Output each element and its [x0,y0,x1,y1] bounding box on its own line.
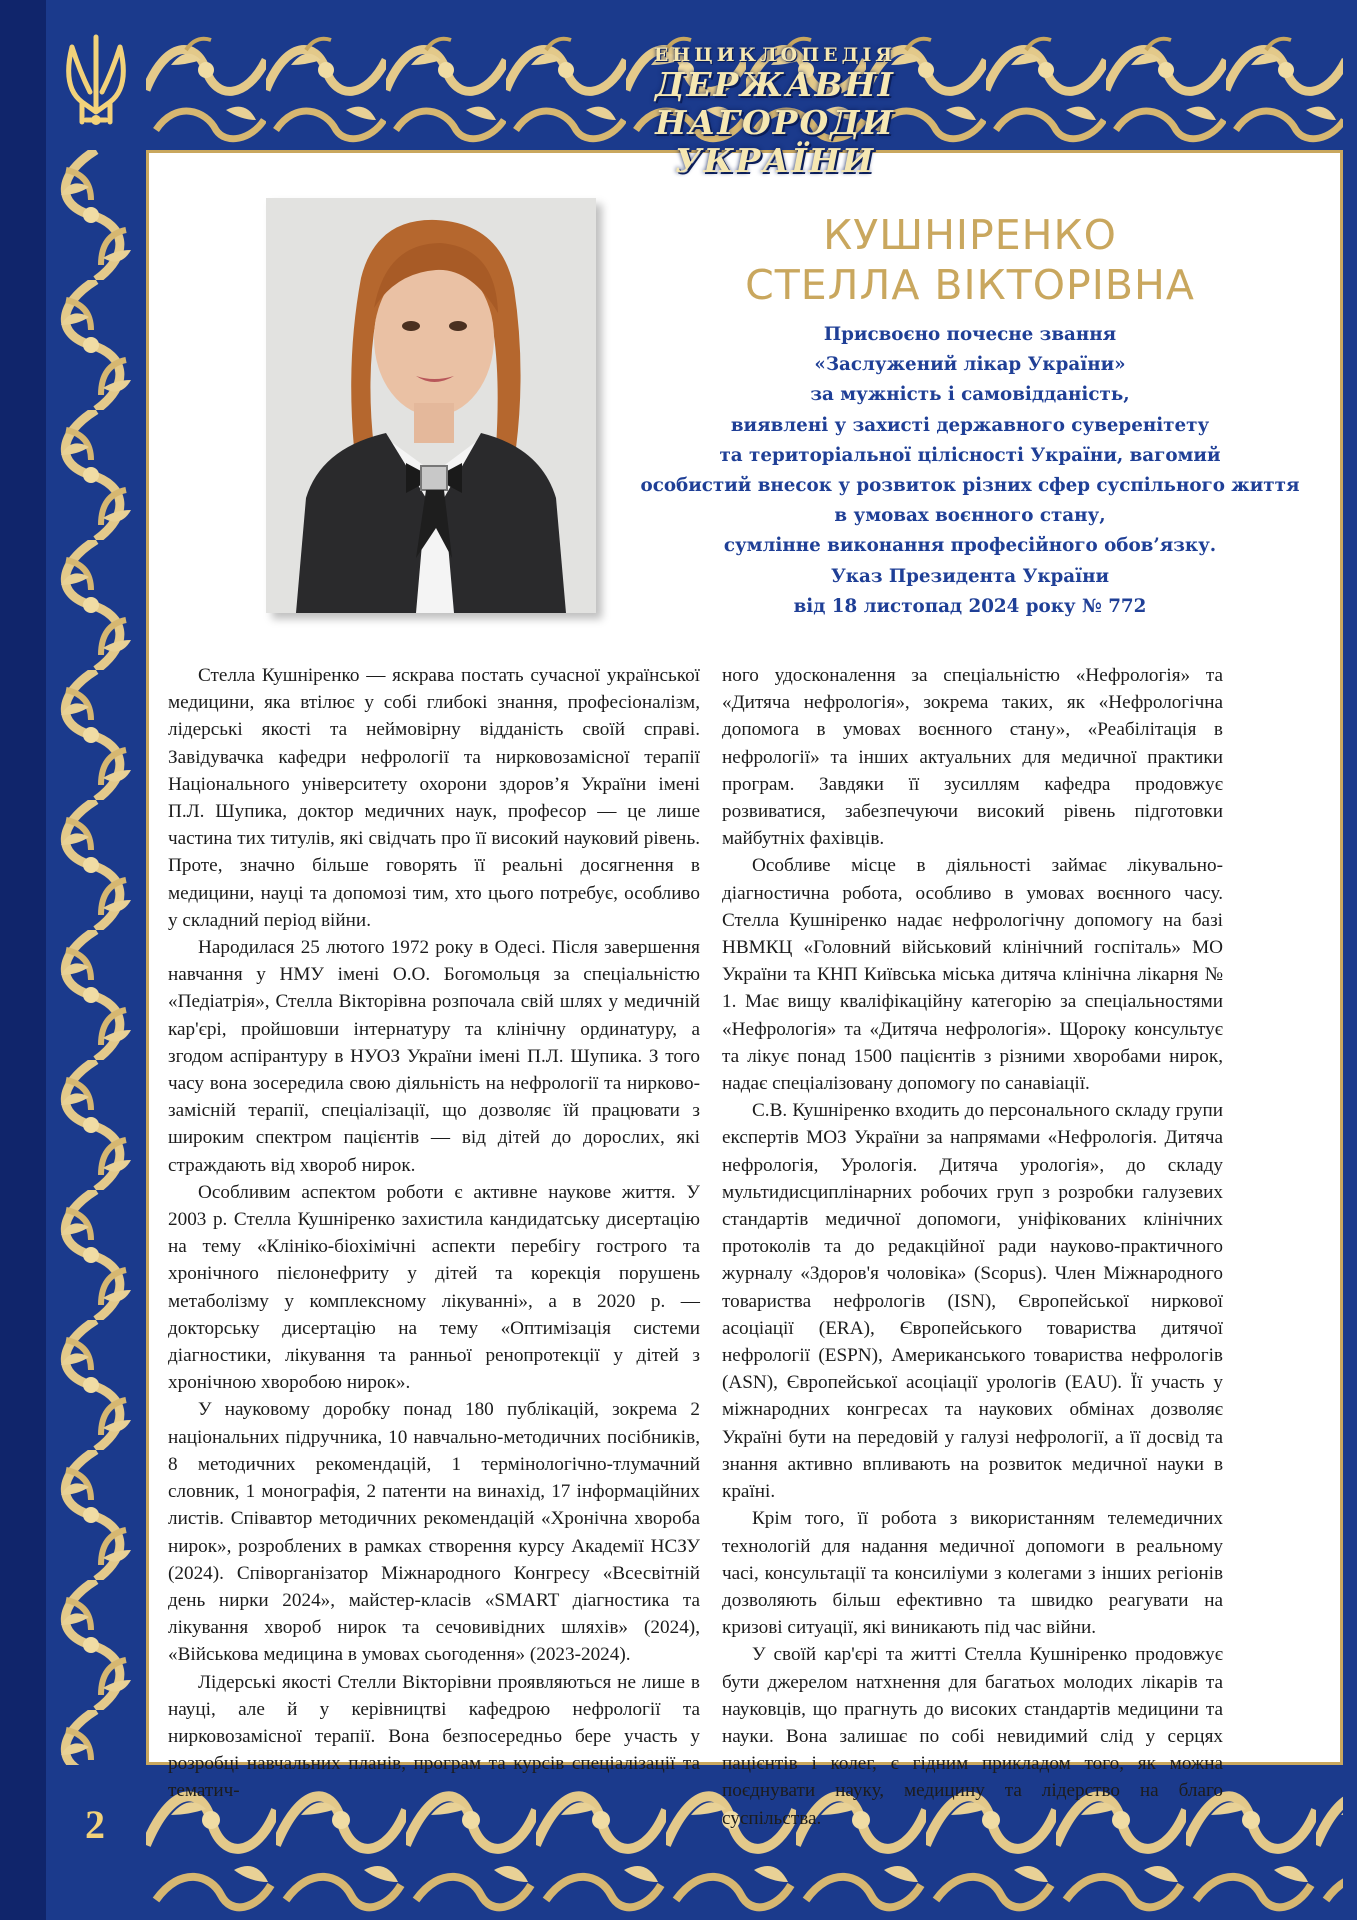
body-column-right [722,662,1223,1832]
body-paragraph-continued: ного удосконалення за спеціальністю «Нефрологія» та «Дитяча нефрологія», зокрема таких, як «Нефрологічна допомога в умовах воєнного стану», «Реабілітація в нефрології» та інших актуальних для медичної практики програм. Завдяки її зусиллям кафедра продовжує розвиватися, забезпечуючи високий рівень підготовки майбутніх фахівців. [722,665,1223,850]
award-text [610,320,1330,622]
body-paragraph: Крім того, її робота з використанням телемедичних технологій для надання медичної допомоги в реальному часі, консультації та консиліуми з колегами з інших регіонів дозволяють більш ефективно та швидко реагувати на кризові ситуації, які виникають під час війни. [722,1508,1223,1639]
award-line: «Заслужений лікар України» [814,354,1126,376]
award-line: сумлінне виконання професійного обов’язку. [723,535,1217,557]
body-paragraph: Лідерські якості Стелли Вікторівни проявляються не лише в науці, але й у керівництві кафедрою нефрології та нирковозамісної терапії. Вона безпосередньо бере участь у розробці навчальних планів, програм та курсів спеціалізації та тематич- [168,1671,700,1802]
header-line-1: ЕНЦИКЛОПЕДІЯ [653,44,897,66]
award-line: особистий внесок у розвиток різних сфер суспільного життя [640,475,1300,497]
body-paragraph: Стелла Кушніренко — яскрава постать сучасної української медицини, яка втілює у собі глибокі знання, професіоналізм, лідерські якості та неймовірну відданість своїй справі. Завідувачка кафедри нефрології та нирковозамісної терапії Національного університету охорони здоров’я України імені П.Л. Шупика, доктор медичних наук, професор — це лише частина тих титулів, які свідчать про її високий науковий рівень. Проте, значно більше говорять її реальні досягнення в медицини, науці та допомозі тим, хто цього потребує, особливо у складний період війни. [168,665,700,931]
body-column-left [168,662,700,1805]
body-paragraph: У своїй кар'єрі та житті Стелла Кушніренко продовжує бути джерелом натхнення для багатьох молодих лікарів та науковців, що прагнуть до високих стандартів медицини та науки. Вона залишає по собі невидимий слід у серцях пацієнтів і колег, є гідним прикладом того, як можна поєднувати науку, медицину та лідерство на благо суспільства. [722,1644,1223,1829]
page-number: 2 [85,1802,105,1847]
header-line-2: ДЕРЖАВНІ НАГОРОДИ [655,65,895,142]
frame-right [1343,0,1357,1920]
award-line: виявлені у захисті державного суверенітету [730,414,1210,436]
award-line: за мужність і самовідданість, [810,384,1130,406]
award-line: в умовах воєнного стану, [834,505,1106,527]
body-paragraph: У науковому доробку понад 180 публікацій, зокрема 2 національних підручника, 10 навчально-методичних посібників, 8 методичних рекомендацій, 1 термінологічно-тлумачний словник, 1 монографія, 2 патенти на винахід, 17 інформаційних листів. Співавтор методичних рекомендацій «Хронічна хвороба нирок», розроблених в рамках створення курсу Академії НСЗУ (2024). Співорганізатор Міжнародного Конгресу «Всесвітній день нирки 2024», майстер-класів «SMART діагностика та лікування хвороб нирок та сечовивідних шляхів» (2024), «Військова медицина в умовах сьогодення» (2023-2024). [168,1399,700,1666]
award-line: Присвоєно почесне звання [823,324,1117,345]
award-decree-date: від 18 листопад 2024 року № 772 [793,595,1147,617]
frame-edge-strip [0,0,46,1920]
award-decree: Указ Президента України [830,565,1110,587]
body-paragraph: Народилася 25 лютого 1972 року в Одесі. Після завершення навчання у НМУ імені О.О. Богомольця за спеціальністю «Педіатрія», Стелла Вікторівна розпочала свій шлях у медичній кар'єрі, пройшовши інтернатуру та клінічну ординатуру, а згодом аспірантуру в НУОЗ України імені П.Л. Шупика. З того часу вона зосередила свою діяльність на нефрології та нирково-замісній терапії, спеціалізації, що дозволяє їй працювати з широким спектром пацієнтів — від дітей до дорослих, які страждають від хвороб нирок. [168,937,700,1176]
portrait-photo [266,198,596,613]
header-line-3: УКРАЇНИ [674,141,876,180]
person-given-names: СТЕЛЛА ВІКТОРІВНА [745,261,1195,309]
body-paragraph: С.В. Кушніренко входить до персонального складу групи експертів МОЗ України за напрямами «Нефрологія. Дитяча нефрологія, Урологія. Дитяча урологія», до складу мультидисциплінарних робочих груп з розробки галузевих стандартів медичної допомоги, уніфікованих клінічних протоколів та до редакційної ради науково-практичного журналу «Здоров'я чоловіка» (Scopus). Член Міжнародного товариства нефрологів (ISN), Європейської ниркової асоціації (ERA), Європейського товариства дитячої нефрології (ESPN), Американського товариства нефрологів (ASN), Європейської асоціації урологів (EAU). Її участь у міжнародних конгресах та наукових обмінах дозволяє Україні бути на передовій у галузі нефрології, а її досвід та знання активно впливають на розвиток медичної науки в країні. [722,1100,1223,1503]
person-surname: КУШНІРЕНКО [823,211,1117,259]
person-name [620,210,1320,310]
body-paragraph: Особливим аспектом роботи є активне наукове життя. У 2003 р. Стелла Кушніренко захистила кандидатську дисертацію на тему «Клініко-біохімічні аспекти перебігу гострого та хронічного пієлонефриту у дітей та корекція порушень метаболізму у комплексному лікуванні», а в 2020 р. — докторську дисертацію на тему «Оптимізація системи діагностики, лікування та ранньої ренопротекції у дітей з хронічною хворобою нирок». [168,1181,700,1394]
trident-emblem-icon [52,32,140,132]
encyclopedia-header [595,38,955,180]
award-line: та територіальної цілісності України, вагомий [719,444,1221,466]
left-ornament [46,150,146,1765]
body-paragraph: Особливе місце в діяльності займає лікувально-діагностична робота, особливо в умовах воєнного часу. Стелла Кушніренко надає нефрологічну допомогу на базі НВМКЦ «Головний військовий клінічний госпіталь» МО України та КНП Київська міська дитяча клінічна лікарня № 1. Має вищу кваліфікаційну категорію за спеціальностями «Нефрологія» та «Дитяча нефрологія». Щороку консультує та лікує понад 1500 пацієнтів з різними хворобами нирок, надає спеціалізовану допомогу по санавіації. [722,855,1223,1095]
